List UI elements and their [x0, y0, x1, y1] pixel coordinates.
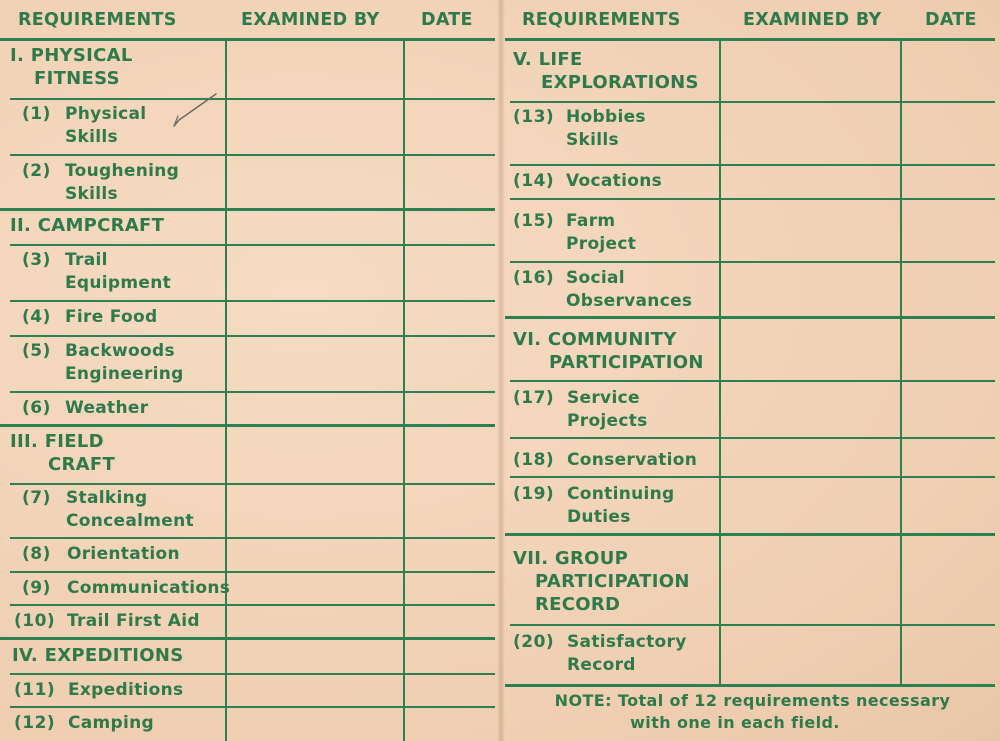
section-rule — [0, 637, 495, 640]
column-divider — [225, 38, 227, 741]
item-number: (18) — [513, 450, 555, 470]
item-label: Physical — [65, 104, 147, 124]
item-label: Hobbies — [566, 107, 646, 127]
item-label: Concealment — [66, 511, 194, 531]
section-title: IV. EXPEDITIONS — [12, 645, 184, 666]
item-number: (5) — [22, 341, 51, 361]
section-rule — [0, 424, 495, 427]
header-date: DATE — [925, 10, 977, 30]
section-title: RECORD — [535, 594, 621, 615]
item-label: Expeditions — [68, 680, 184, 700]
row-rule — [10, 244, 495, 246]
row-rule — [10, 537, 495, 539]
item-label: Weather — [65, 398, 149, 418]
item-number: (9) — [22, 578, 51, 598]
item-label: Backwoods — [65, 341, 175, 361]
note-text: NOTE: Total of 12 requirements necessary — [554, 691, 951, 710]
header-date: DATE — [421, 10, 473, 30]
section-rule — [505, 533, 995, 536]
row-rule — [510, 380, 995, 382]
row-rule — [510, 437, 995, 439]
item-label: Skills — [65, 127, 118, 147]
item-number: (7) — [22, 488, 51, 508]
item-label: Vocations — [566, 171, 663, 191]
section-title: V. LIFE — [513, 49, 583, 70]
section-title: FITNESS — [34, 68, 120, 89]
item-label: Camping — [68, 713, 155, 733]
item-number: (12) — [14, 713, 56, 733]
item-label: Engineering — [65, 364, 184, 384]
section-rule — [0, 208, 495, 211]
header-rule — [505, 38, 995, 41]
row-rule — [510, 101, 995, 103]
item-label: Farm — [566, 211, 616, 231]
item-label: Toughening — [65, 161, 180, 181]
item-label: Skills — [566, 130, 619, 150]
row-rule — [10, 673, 495, 675]
left-panel — [0, 0, 495, 741]
note-text: with one in each field. — [630, 713, 840, 732]
header-examined-by: EXAMINED BY — [743, 10, 882, 30]
row-rule — [510, 261, 995, 263]
item-number: (4) — [22, 307, 51, 327]
section-title: EXPLORATIONS — [541, 72, 699, 93]
note-rule — [505, 684, 995, 687]
card-fold — [497, 0, 505, 741]
row-rule — [10, 604, 495, 606]
section-title: PARTICIPATION — [549, 352, 704, 373]
item-label: Equipment — [65, 273, 172, 293]
row-rule — [10, 571, 495, 573]
section-title: CRAFT — [48, 454, 116, 475]
row-rule — [10, 98, 495, 100]
item-label: Stalking — [66, 488, 148, 508]
item-label: Trail First Aid — [67, 611, 200, 631]
item-number: (2) — [22, 161, 51, 181]
item-label: Continuing — [567, 484, 675, 504]
row-rule — [510, 624, 995, 626]
item-label: Projects — [567, 411, 648, 431]
row-rule — [510, 198, 995, 200]
item-label: Project — [566, 234, 637, 254]
item-number: (17) — [513, 388, 555, 408]
row-rule — [10, 335, 495, 337]
section-title: PARTICIPATION — [535, 571, 690, 592]
column-divider — [403, 38, 405, 741]
item-number: (10) — [14, 611, 56, 631]
item-label: Record — [567, 655, 636, 675]
item-number: (3) — [22, 250, 51, 270]
pencil-check-icon — [170, 92, 220, 132]
section-title: II. CAMPCRAFT — [10, 215, 165, 236]
row-rule — [10, 706, 495, 708]
item-label: Conservation — [567, 450, 698, 470]
section-title: VII. GROUP — [513, 548, 629, 569]
column-divider — [719, 38, 721, 686]
item-label: Satisfactory — [567, 632, 687, 652]
item-number: (19) — [513, 484, 555, 504]
section-title: VI. COMMUNITY — [513, 329, 677, 350]
row-rule — [10, 483, 495, 485]
column-divider — [900, 38, 902, 686]
section-title: I. PHYSICAL — [10, 45, 133, 66]
right-panel — [505, 0, 1000, 741]
item-number: (16) — [513, 268, 555, 288]
item-number: (8) — [22, 544, 51, 564]
item-label: Fire Food — [65, 307, 158, 327]
header-requirements: REQUIREMENTS — [18, 10, 177, 30]
item-number: (13) — [513, 107, 555, 127]
item-number: (11) — [14, 680, 56, 700]
row-rule — [10, 300, 495, 302]
header-requirements: REQUIREMENTS — [522, 10, 681, 30]
item-label: Trail — [65, 250, 108, 270]
item-label: Skills — [65, 184, 118, 204]
section-rule — [505, 316, 995, 319]
section-title: III. FIELD — [10, 431, 104, 452]
item-number: (6) — [22, 398, 51, 418]
item-number: (1) — [22, 104, 51, 124]
item-label: Orientation — [67, 544, 180, 564]
item-number: (15) — [513, 211, 555, 231]
item-label: Observances — [566, 291, 693, 311]
row-rule — [10, 154, 495, 156]
item-number: (20) — [513, 632, 555, 652]
item-label: Service — [567, 388, 640, 408]
row-rule — [510, 164, 995, 166]
header-examined-by: EXAMINED BY — [241, 10, 380, 30]
row-rule — [510, 476, 995, 478]
item-label: Social — [566, 268, 625, 288]
item-label: Duties — [567, 507, 631, 527]
item-label: Communications — [67, 578, 231, 598]
item-number: (14) — [513, 171, 555, 191]
header-rule — [0, 38, 495, 41]
row-rule — [10, 391, 495, 393]
